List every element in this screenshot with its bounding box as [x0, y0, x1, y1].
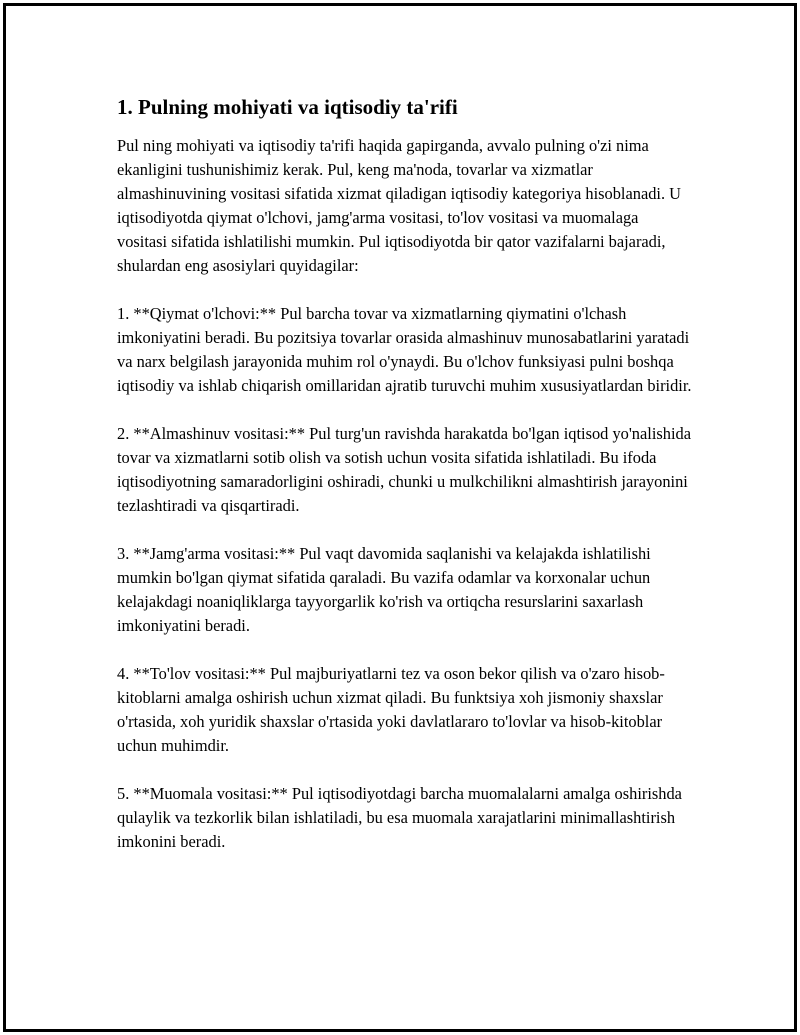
document-body	[117, 92, 692, 878]
list-item-tolov-vositasi: 4. **To'lov vositasi:** Pul majburiyatlarni tez va oson bekor qilish va o'zaro hisob-kitoblarni amalga oshirish uchun xizmat qiladi. Bu funktsiya xoh jismoniy shaxslar o'rtasida, xoh yuridik shaxslar o'rtasida yoki davlatlararo to'lovlar va hisob-kitoblar uchun muhimdir.	[117, 664, 665, 755]
intro-paragraph: Pul ning mohiyati va iqtisodiy ta'rifi haqida gapirganda, avvalo pulning o'zi nima ekanligini tushunishimiz kerak. Pul, keng ma'noda, tovarlar va xizmatlar almashinuvining vositasi sifatida xizmat qiladigan iqtisodiy kategoriya hisoblanadi. U iqtisodiyotda qiymat o'lchovi, jamg'arma vositasi, to'lov vositasi va muomalaga vositasi sifatida ishlatilishi mumkin. Pul iqtisodiyotda bir qator vazifalarni bajaradi, shulardan eng asosiylari quyidagilar:	[117, 136, 682, 275]
list-item-almashinuv-vositasi: 2. **Almashinuv vositasi:** Pul turg'un ravishda harakatda bo'lgan iqtisod yo'nalishida tovar va xizmatlarni sotib olish va sotish uchun vosita sifatida ishlatiladi. Bu ifoda iqtisodiyotning samaradorligini oshiradi, chunki u mulkchilikni almashtirish jarayonini tezlashtiradi va qisqartiradi.	[117, 424, 691, 515]
list-item-jamgarma-vositasi: 3. **Jamg'arma vositasi:** Pul vaqt davomida saqlanishi va kelajakda ishlatilishi mumkin bo'lgan qiymat sifatida qaraladi. Bu vazifa odamlar va korxonalar uchun kelajakdagi noaniqliklarga tayyorgarlik ko'rish va ortiqcha resurslarini saxarlash imkoniyatini beradi.	[117, 544, 651, 635]
list-item-muomala-vositasi: 5. **Muomala vositasi:** Pul iqtisodiyotdagi barcha muomalalarni amalga oshirishda qulaylik va tezkorlik bilan ishlatiladi, bu esa muomala xarajatlarini minimallashtirish imkonini beradi.	[117, 784, 682, 851]
list-item-qiymat-olchovi: 1. **Qiymat o'lchovi:** Pul barcha tovar va xizmatlarning qiymatini o'lchash imkoniyatini beradi. Bu pozitsiya tovarlar orasida almashinuv munosabatlarini yaratadi va narx belgilash jarayonida muhim rol o'ynaydi. Bu o'lchov funksiyasi pulni boshqa iqtisodiy va ishlab chiqarish omillaridan ajratib turuvchi muhim xususiyatlardan biridir.	[117, 304, 692, 395]
section-heading: 1. Pulning mohiyati va iqtisodiy ta'rifi	[117, 95, 458, 119]
